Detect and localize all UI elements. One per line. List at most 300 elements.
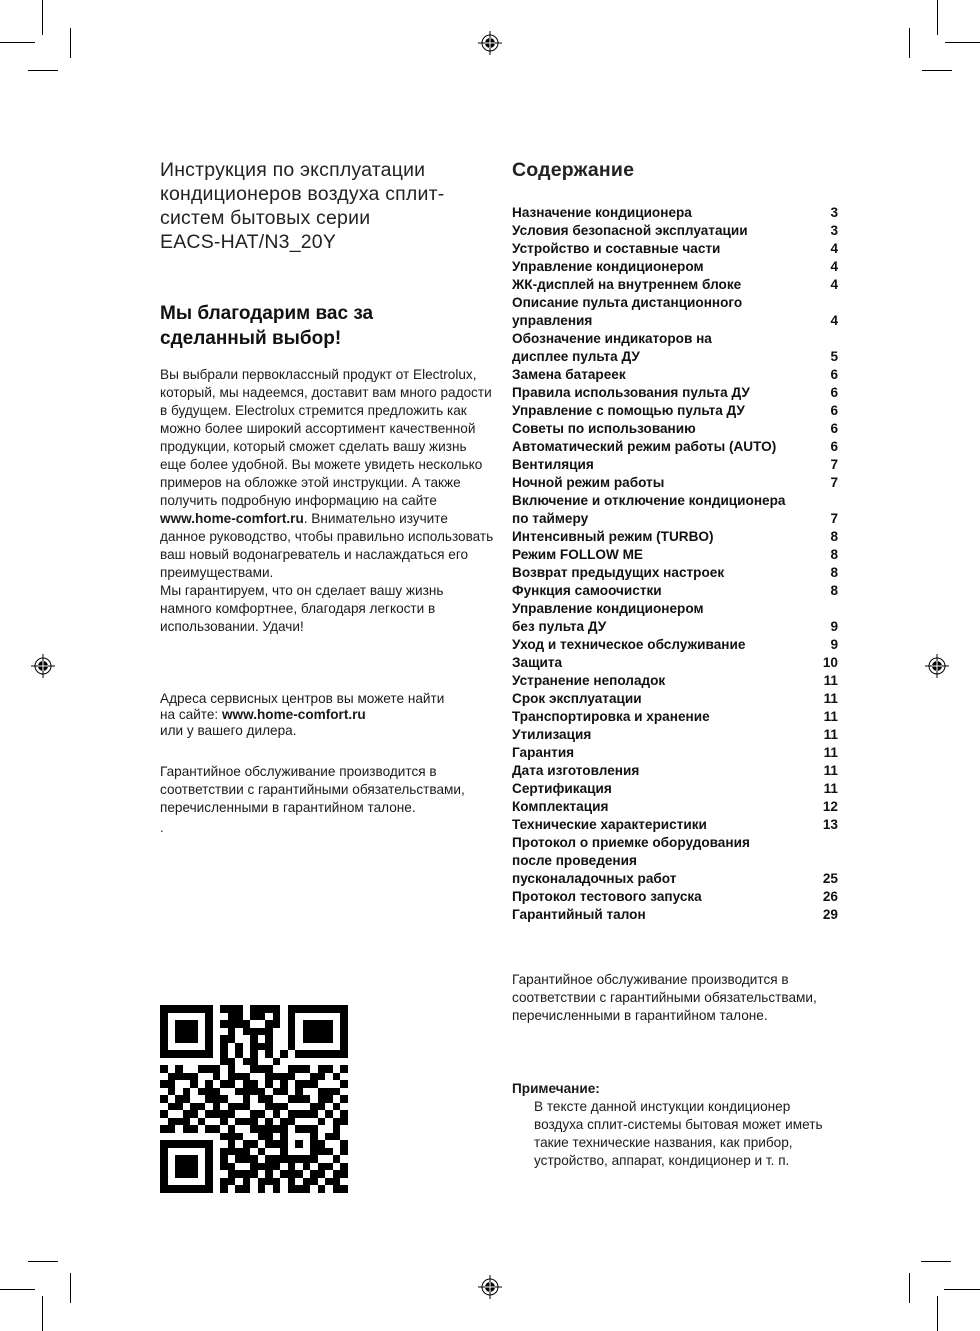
qr-module — [198, 1133, 206, 1141]
qr-module — [190, 1050, 198, 1058]
qr-module — [280, 1050, 288, 1058]
qr-module — [160, 1020, 168, 1028]
qr-module — [190, 1148, 198, 1156]
qr-module — [220, 1050, 228, 1058]
qr-module — [160, 1013, 168, 1021]
qr-module — [198, 1125, 206, 1133]
qr-module — [325, 1035, 333, 1043]
qr-module — [295, 1110, 303, 1118]
qr-module — [220, 1073, 228, 1081]
qr-module — [205, 1110, 213, 1118]
qr-module — [288, 1163, 296, 1171]
qr-module — [295, 1170, 303, 1178]
toc-item[interactable] — [512, 780, 838, 798]
toc-item[interactable] — [512, 384, 838, 402]
qr-module — [235, 1140, 243, 1148]
qr-module — [190, 1133, 198, 1141]
qr-module — [183, 1088, 191, 1096]
qr-module — [183, 1185, 191, 1193]
qr-module — [190, 1043, 198, 1051]
toc-item-page: 5 — [830, 349, 838, 364]
qr-module — [213, 1155, 221, 1163]
qr-module — [190, 1095, 198, 1103]
qr-module — [250, 1050, 258, 1058]
qr-module — [258, 1110, 266, 1118]
toc-item-title: Функция самоочистки — [512, 583, 662, 598]
qr-module — [198, 1163, 206, 1171]
qr-module — [303, 1170, 311, 1178]
toc-item[interactable] — [512, 672, 838, 690]
qr-module — [168, 1013, 176, 1021]
qr-module — [295, 1125, 303, 1133]
qr-module — [288, 1133, 296, 1141]
toc-item[interactable] — [512, 582, 838, 600]
qr-module — [183, 1178, 191, 1186]
qr-module — [168, 1050, 176, 1058]
toc-item-page: 6 — [830, 421, 838, 436]
service-text: Адреса сервисных центров вы можете найти — [160, 691, 445, 706]
qr-module — [183, 1013, 191, 1021]
qr-module — [190, 1170, 198, 1178]
toc-item[interactable] — [512, 492, 838, 510]
qr-module — [250, 1178, 258, 1186]
qr-module — [340, 1058, 348, 1066]
qr-module — [198, 1013, 206, 1021]
qr-module — [295, 1155, 303, 1163]
qr-module — [288, 1020, 296, 1028]
qr-module — [325, 1125, 333, 1133]
qr-module — [333, 1170, 341, 1178]
toc-item[interactable] — [512, 348, 838, 366]
qr-module — [205, 1118, 213, 1126]
qr-module — [325, 1080, 333, 1088]
qr-module — [318, 1103, 326, 1111]
qr-module — [303, 1125, 311, 1133]
qr-module — [198, 1058, 206, 1066]
qr-module — [250, 1140, 258, 1148]
qr-module — [205, 1103, 213, 1111]
qr-module — [213, 1118, 221, 1126]
qr-module — [175, 1095, 183, 1103]
qr-module — [243, 1185, 251, 1193]
qr-module — [310, 1155, 318, 1163]
qr-module — [175, 1013, 183, 1021]
toc-item[interactable] — [512, 222, 838, 240]
qr-module — [243, 1073, 251, 1081]
toc-item[interactable] — [512, 276, 838, 294]
qr-module — [235, 1013, 243, 1021]
registration-mark-icon — [925, 654, 949, 678]
website-link[interactable]: www.home-comfort.ru — [221, 707, 366, 722]
qr-module — [220, 1118, 228, 1126]
toc-item[interactable] — [512, 726, 838, 744]
qr-module — [220, 1103, 228, 1111]
qr-module — [228, 1058, 236, 1066]
toc-item[interactable] — [512, 600, 838, 618]
qr-module — [205, 1020, 213, 1028]
intro-paragraph — [160, 366, 495, 636]
qr-module — [310, 1073, 318, 1081]
qr-module — [295, 1035, 303, 1043]
crop-mark — [0, 42, 35, 43]
qr-module — [265, 1133, 273, 1141]
toc-item[interactable] — [512, 636, 838, 654]
qr-module — [310, 1035, 318, 1043]
qr-module — [273, 1178, 281, 1186]
qr-module — [250, 1065, 258, 1073]
toc-item[interactable] — [512, 708, 838, 726]
qr-module — [168, 1095, 176, 1103]
qr-module — [160, 1133, 168, 1141]
qr-module — [303, 1148, 311, 1156]
crop-mark — [28, 1261, 58, 1262]
qr-module — [325, 1185, 333, 1193]
qr-module — [198, 1020, 206, 1028]
qr-module — [243, 1013, 251, 1021]
qr-module — [333, 1080, 341, 1088]
qr-module — [160, 1035, 168, 1043]
qr-module — [228, 1125, 236, 1133]
qr-module — [325, 1140, 333, 1148]
qr-module — [318, 1148, 326, 1156]
qr-module — [250, 1185, 258, 1193]
qr-module — [213, 1148, 221, 1156]
qr-module — [175, 1185, 183, 1193]
registration-mark-icon — [478, 1275, 502, 1299]
qr-module — [228, 1043, 236, 1051]
qr-module — [280, 1088, 288, 1096]
qr-module — [325, 1088, 333, 1096]
toc-item[interactable] — [512, 420, 838, 438]
qr-module — [273, 1058, 281, 1066]
right-column — [512, 158, 842, 1168]
qr-module — [190, 1088, 198, 1096]
qr-module — [205, 1178, 213, 1186]
qr-module — [333, 1185, 341, 1193]
qr-module — [243, 1103, 251, 1111]
qr-module — [198, 1065, 206, 1073]
qr-module — [333, 1110, 341, 1118]
qr-module — [175, 1163, 183, 1171]
qr-module — [168, 1073, 176, 1081]
qr-module — [273, 1050, 281, 1058]
qr-module — [160, 1148, 168, 1156]
qr-module — [168, 1035, 176, 1043]
qr-module — [220, 1028, 228, 1036]
qr-module — [213, 1013, 221, 1021]
toc-item[interactable] — [512, 834, 838, 852]
qr-module — [243, 1043, 251, 1051]
qr-module — [243, 1148, 251, 1156]
qr-module — [235, 1050, 243, 1058]
toc-item[interactable] — [512, 546, 838, 564]
toc-item[interactable] — [512, 366, 838, 384]
qr-module — [318, 1118, 326, 1126]
qr-module — [310, 1125, 318, 1133]
qr-module — [288, 1118, 296, 1126]
qr-module — [280, 1005, 288, 1013]
qr-module — [333, 1043, 341, 1051]
title-line: EACS-HAT/N3_20Y — [160, 231, 337, 253]
qr-module — [258, 1118, 266, 1126]
toc-item[interactable] — [512, 510, 838, 528]
qr-module — [205, 1125, 213, 1133]
toc-item-title: Советы по использованию — [512, 421, 696, 436]
qr-module — [190, 1118, 198, 1126]
qr-module — [168, 1185, 176, 1193]
qr-module — [213, 1080, 221, 1088]
qr-module — [205, 1080, 213, 1088]
qr-module — [310, 1065, 318, 1073]
qr-module — [303, 1140, 311, 1148]
qr-module — [280, 1110, 288, 1118]
qr-module — [258, 1035, 266, 1043]
qr-module — [235, 1028, 243, 1036]
toc-item[interactable] — [512, 294, 838, 312]
qr-module — [190, 1178, 198, 1186]
service-centers-paragraph — [160, 691, 495, 739]
qr-module — [250, 1043, 258, 1051]
qr-module — [228, 1050, 236, 1058]
toc-item[interactable] — [512, 654, 838, 672]
qr-module — [213, 1005, 221, 1013]
qr-module — [340, 1118, 348, 1126]
qr-module — [235, 1095, 243, 1103]
qr-module — [213, 1178, 221, 1186]
qr-module — [273, 1148, 281, 1156]
qr-module — [243, 1020, 251, 1028]
qr-module — [183, 1118, 191, 1126]
toc-item[interactable] — [512, 474, 838, 492]
qr-module — [213, 1133, 221, 1141]
qr-module — [273, 1073, 281, 1081]
qr-module — [310, 1163, 318, 1171]
toc-item[interactable] — [512, 852, 838, 870]
qr-module — [333, 1148, 341, 1156]
toc-item[interactable] — [512, 456, 838, 474]
qr-module — [160, 1125, 168, 1133]
toc-item-title: Интенсивный режим (TURBO) — [512, 529, 714, 544]
qr-module — [333, 1035, 341, 1043]
qr-module — [273, 1013, 281, 1021]
toc-item-page: 7 — [830, 511, 838, 526]
toc-item[interactable] — [512, 906, 838, 924]
toc-item[interactable] — [512, 330, 838, 348]
qr-module — [205, 1058, 213, 1066]
qr-module — [310, 1178, 318, 1186]
qr-module — [228, 1170, 236, 1178]
toc-item[interactable] — [512, 240, 838, 258]
qr-module — [265, 1140, 273, 1148]
qr-module — [265, 1058, 273, 1066]
toc-item-title: ЖК-дисплей на внутреннем блоке — [512, 277, 742, 292]
toc-item-title: Уход и техническое обслуживание — [512, 637, 746, 652]
toc-item[interactable] — [512, 528, 838, 546]
qr-module — [190, 1125, 198, 1133]
qr-module — [243, 1028, 251, 1036]
toc-item[interactable] — [512, 690, 838, 708]
qr-module — [325, 1020, 333, 1028]
toc-item-title: управления — [512, 313, 593, 328]
qr-module — [228, 1148, 236, 1156]
qr-module — [280, 1133, 288, 1141]
qr-module — [198, 1095, 206, 1103]
qr-module — [288, 1035, 296, 1043]
qr-module — [235, 1080, 243, 1088]
qr-module — [258, 1080, 266, 1088]
toc-item[interactable] — [512, 402, 838, 420]
qr-module — [198, 1043, 206, 1051]
qr-module — [220, 1005, 228, 1013]
qr-module — [288, 1043, 296, 1051]
qr-module — [333, 1155, 341, 1163]
qr-module — [288, 1140, 296, 1148]
qr-module — [258, 1058, 266, 1066]
qr-module — [258, 1170, 266, 1178]
qr-module — [340, 1080, 348, 1088]
toc-item-title: Автоматический режим работы (AUTO) — [512, 439, 777, 454]
toc-item[interactable] — [512, 438, 838, 456]
qr-module — [168, 1065, 176, 1073]
qr-module — [273, 1020, 281, 1028]
qr-module — [243, 1163, 251, 1171]
qr-module — [318, 1080, 326, 1088]
qr-module — [325, 1005, 333, 1013]
qr-module — [310, 1050, 318, 1058]
qr-module — [288, 1013, 296, 1021]
qr-module — [250, 1133, 258, 1141]
qr-module — [175, 1080, 183, 1088]
qr-module — [243, 1170, 251, 1178]
qr-module — [288, 1103, 296, 1111]
qr-module — [280, 1020, 288, 1028]
toc-item[interactable] — [512, 888, 838, 906]
toc-item[interactable] — [512, 564, 838, 582]
qr-module — [228, 1080, 236, 1088]
qr-module — [183, 1148, 191, 1156]
qr-module — [318, 1013, 326, 1021]
qr-module — [295, 1103, 303, 1111]
qr-module — [175, 1020, 183, 1028]
qr-module — [160, 1118, 168, 1126]
toc-item[interactable] — [512, 762, 838, 780]
qr-module — [265, 1118, 273, 1126]
qr-module — [250, 1170, 258, 1178]
note-body: В тексте данной инстукции кондиционер воздуха сплит-системы бытовая может иметь такие технические названия, как прибор, устройство, аппарат, кондиционер и т. п. — [534, 1099, 823, 1168]
qr-module — [220, 1088, 228, 1096]
qr-module — [190, 1185, 198, 1193]
qr-module — [303, 1020, 311, 1028]
qr-module — [235, 1005, 243, 1013]
toc-item-page: 9 — [830, 619, 838, 634]
qr-module — [175, 1133, 183, 1141]
toc-item-title: Гарантия — [512, 745, 575, 760]
qr-module — [303, 1185, 311, 1193]
toc-item-title: Дата изготовления — [512, 763, 640, 778]
qr-module — [303, 1110, 311, 1118]
qr-module — [250, 1110, 258, 1118]
qr-module — [280, 1170, 288, 1178]
qr-module — [288, 1110, 296, 1118]
qr-module — [228, 1035, 236, 1043]
qr-module — [190, 1073, 198, 1081]
qr-module — [213, 1058, 221, 1066]
qr-module — [280, 1185, 288, 1193]
qr-module — [318, 1043, 326, 1051]
qr-module — [190, 1028, 198, 1036]
qr-module — [198, 1110, 206, 1118]
qr-module — [280, 1080, 288, 1088]
thanks-heading — [160, 301, 490, 351]
website-link[interactable]: www.home-comfort.ru — [160, 511, 304, 526]
qr-module — [205, 1185, 213, 1193]
qr-module — [220, 1148, 228, 1156]
toc-item[interactable] — [512, 744, 838, 762]
qr-module — [168, 1133, 176, 1141]
qr-module — [168, 1125, 176, 1133]
qr-module — [325, 1065, 333, 1073]
qr-module — [228, 1163, 236, 1171]
qr-module — [205, 1095, 213, 1103]
toc-item-page: 4 — [830, 313, 838, 328]
qr-module — [198, 1080, 206, 1088]
qr-module — [183, 1140, 191, 1148]
qr-module — [220, 1110, 228, 1118]
qr-module — [303, 1050, 311, 1058]
toc-item-page: 6 — [830, 385, 838, 400]
qr-module — [340, 1050, 348, 1058]
toc-item[interactable] — [512, 870, 838, 888]
qr-module — [243, 1155, 251, 1163]
toc-item[interactable] — [512, 816, 838, 834]
qr-module — [220, 1020, 228, 1028]
qr-module — [310, 1005, 318, 1013]
toc-item[interactable] — [512, 258, 838, 276]
qr-module — [160, 1088, 168, 1096]
qr-module — [288, 1073, 296, 1081]
qr-module — [168, 1080, 176, 1088]
qr-module — [183, 1065, 191, 1073]
qr-module — [168, 1178, 176, 1186]
qr-module — [340, 1020, 348, 1028]
qr-module — [175, 1065, 183, 1073]
toc-item-page: 26 — [822, 889, 838, 904]
qr-module — [333, 1133, 341, 1141]
qr-module — [295, 1095, 303, 1103]
toc-item-title: Технические характеристики — [512, 817, 707, 832]
crop-mark — [945, 42, 980, 43]
qr-module — [220, 1170, 228, 1178]
qr-module — [235, 1163, 243, 1171]
qr-module — [325, 1058, 333, 1066]
qr-module — [280, 1095, 288, 1103]
toc-item[interactable] — [512, 618, 838, 636]
qr-module — [160, 1005, 168, 1013]
qr-module — [295, 1185, 303, 1193]
qr-module — [243, 1065, 251, 1073]
qr-module — [175, 1155, 183, 1163]
toc-item[interactable] — [512, 204, 838, 222]
qr-module — [190, 1080, 198, 1088]
toc-item[interactable] — [512, 798, 838, 816]
qr-module — [160, 1095, 168, 1103]
qr-module — [205, 1163, 213, 1171]
toc-item-title: Гарантийный талон — [512, 907, 646, 922]
qr-module — [243, 1080, 251, 1088]
qr-module — [243, 1058, 251, 1066]
qr-module — [280, 1103, 288, 1111]
toc-item[interactable] — [512, 312, 838, 330]
